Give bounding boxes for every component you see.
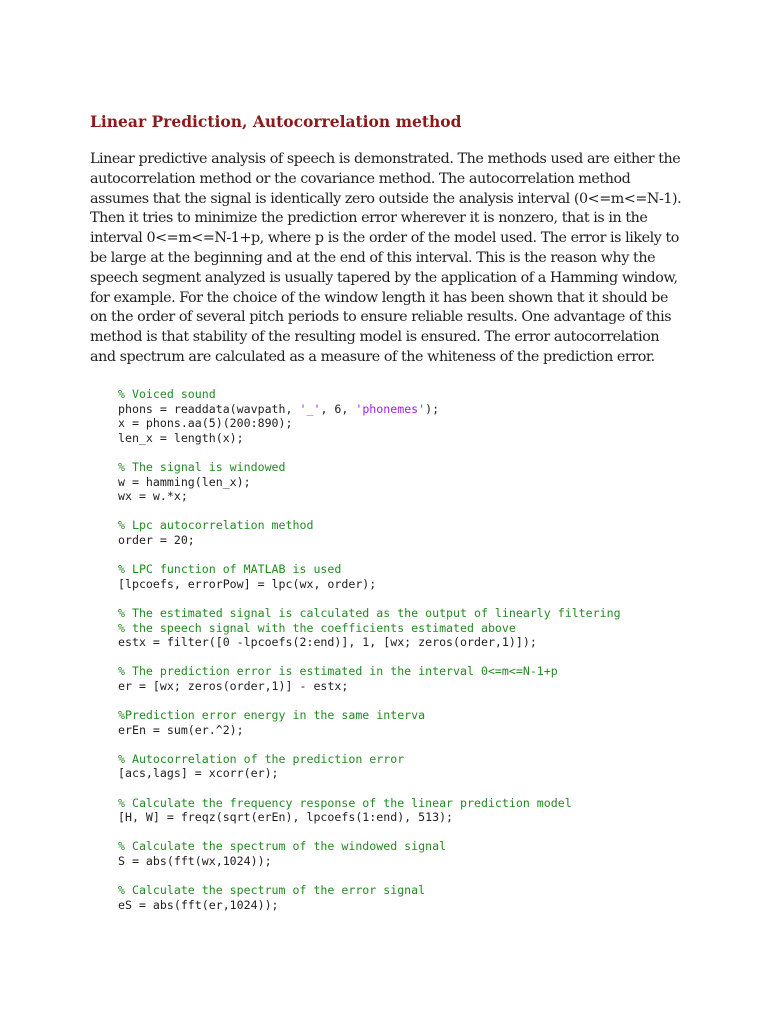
code-line: [lpcoefs, errorPow] = lpc(wx, order); [118,576,377,591]
code-line: eS = abs(fft(er,1024)); [118,897,279,912]
code-line: x = phons.aa(5)(200:890); [118,416,293,431]
code-string: 'phonemes' [355,401,426,416]
code-comment: % Calculate the frequency response of the linear prediction model [118,795,572,810]
section-title: Linear Prediction, Autocorrelation method [90,112,462,131]
code-comment: % Lpc autocorrelation method [118,518,314,533]
code-fragment: ); [425,401,440,416]
paragraph-line: on the order of several pitch periods to ensure reliable results. One advantage of this [90,309,672,326]
code-comment: % Autocorrelation of the prediction error [118,751,405,766]
paragraph-line: autocorrelation method or the covariance method. The autocorrelation method [90,170,631,187]
paragraph-line: be large at the beginning and at the end of this interval. This is the reason why the [90,249,656,266]
code-line: er = [wx; zeros(order,1)] - estx; [118,678,349,693]
paragraph-line: interval 0<=m<=N-1+p, where p is the order of the model used. The error is likely to [90,230,679,247]
code-fragment: , 6, [320,401,356,416]
code-line: [acs,lags] = xcorr(er); [118,766,279,781]
code-comment: % Calculate the spectrum of the error signal [118,883,426,898]
code-comment: % The estimated signal is calculated as the output of linearly filtering [118,605,621,620]
paragraph-line: Linear predictive analysis of speech is demonstrated. The methods used are either the [90,151,681,167]
code-comment: % the speech signal with the coefficients estimated above [118,620,516,635]
code-line: len_x = length(x); [118,430,244,445]
code-line: order = 20; [118,532,195,547]
code-comment: % Voiced sound [118,387,216,401]
code-line: [H, W] = freqz(sqrt(erEn), lpcoefs(1:end), 513); [118,810,454,825]
paragraph-line: assumes that the signal is identically zero outside the analysis interval (0<=m<=N-1). [90,190,682,207]
paragraph-line: Then it tries to minimize the prediction error wherever it is nonzero, that is in the [90,210,648,227]
code-line: S = abs(fft(wx,1024)); [118,854,272,868]
code-line: erEn = sum(er.^2); [118,722,244,737]
code-line [118,402,718,417]
code-line: wx = w.*x; [118,489,188,504]
code-comment: % The signal is windowed [118,459,286,474]
code-fragment: phons = readdata(wavpath, [118,401,300,416]
intro-paragraph [90,150,680,368]
code-comment: % The prediction error is estimated in the interval 0<=m<=N-1+p [118,664,558,679]
code-comment: % LPC function of MATLAB is used [118,562,342,577]
code-listing [118,387,718,912]
code-line: estx = filter([0 -lpcoefs(2:end)], 1, [wx; zeros(order,1)]); [118,635,537,650]
paragraph-line: for example. For the choice of the window length it has been shown that it should be [90,289,669,306]
paragraph-line: speech segment analyzed is usually tapered by the application of a Hamming window, [90,269,678,286]
code-string: '_' [299,401,321,416]
code-comment: % Calculate the spectrum of the windowed signal [118,839,447,854]
paragraph-line: and spectrum are calculated as a measure of the whiteness of the prediction error. [90,348,655,365]
paragraph-line: method is that stability of the resulting model is ensured. The error autocorrelation [90,329,660,346]
code-line: w = hamming(len_x); [118,474,251,489]
code-comment: %Prediction error energy in the same interva [118,708,426,723]
